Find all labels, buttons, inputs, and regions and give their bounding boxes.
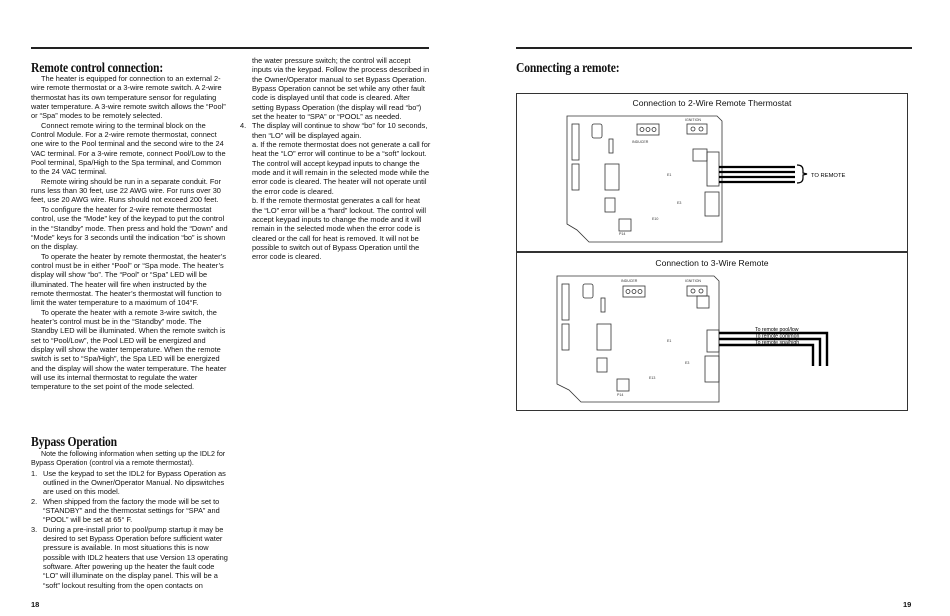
control-board-3wire — [557, 276, 719, 402]
paragraph: Connect remote wiring to the terminal block on the Control Module. For a 2-wire remote thermostat, connect one wire to the Pool terminal and the second wire to the 24 VAC terminal. For a 3-wire remote, connect Pool/Low to the Pool terminal, Spa/High to the Spa terminal, and Common to the 24 VAC terminal. — [31, 120, 226, 177]
page-number-left: 18 — [31, 600, 40, 609]
sub-item-b: b. If the remote thermostat generates a call for heat the “LO” error will be a “hard” lockout. The control will accept keypad inputs to change the mode and it will remain in the selected mode when the error code is cleared or the call for heat is removed. It will not be possible to switch out of Bypass Operation until the error code is cleared. — [252, 196, 427, 262]
list-item — [240, 121, 432, 140]
svg-text:P14: P14 — [617, 393, 624, 397]
wiring-diagram — [517, 94, 907, 410]
paragraph: To operate the heater by remote thermostat, the heater’s control must be in either “Pool” or “Spa mode. The heater’s display will show “bo”. The “Pool” or “Spa” LED will be illuminated. The heater will fire when instructed by the remote thermostat. The heater’s thermostat will function to limit the water temperature to a maximum of 104°F. — [31, 251, 227, 308]
svg-text:INDUCER: INDUCER — [621, 279, 638, 283]
paragraph: The heater is equipped for connection to an external 2-wire remote thermostat or a 3-wire remote switch. A 2-wire thermostat has its own temperature sensor for regulating water temperature. A 3-wire remote switch allows the “Pool” or “Spa” modes to be remotely selected. — [31, 74, 226, 121]
paragraph: To configure the heater for 2-wire remote thermostat control, use the “Mode” key of the keypad to put the control in the “Standby” mode. Then press and hold the “Down” and “Mode” keys for 3 seconds until the indication “bo” is shown on the display. — [31, 204, 228, 252]
list-item — [31, 469, 228, 497]
diagram2-label-common: To remote common — [755, 333, 800, 340]
list-number: 1. — [31, 468, 38, 478]
svg-text:E10: E10 — [652, 217, 659, 221]
list-text: When shipped from the factory the mode will be set to “STANDBY” and the thermostat settings for “SPA” and “POOL” will be set at 65° F. — [43, 496, 220, 525]
list-text: Use the keypad to set the IDL2 for Bypass Operation as outlined in the Owner/Operator Manual. No dipswitches are used on this model. — [43, 468, 226, 497]
svg-text:E3: E3 — [685, 361, 690, 365]
bypass-column — [31, 450, 228, 590]
bypass-note: Note the following information when setting up the IDL2 for Bypass Operation (control via a remote thermostat). — [31, 450, 226, 468]
svg-text:E3: E3 — [677, 201, 682, 205]
middle-column — [240, 56, 432, 262]
heading-bypass-operation: Bypass Operation — [31, 434, 117, 449]
diagram2-label-pool: To remote pool/low — [755, 327, 799, 333]
diagram-title-3wire: Connection to 3-Wire Remote — [655, 258, 769, 268]
remote-brace — [797, 165, 807, 183]
page-number-right: 19 — [903, 600, 912, 609]
top-rule-right — [516, 47, 912, 49]
svg-text:E13: E13 — [649, 376, 656, 380]
diagram1-remote-label: TO REMOTE — [811, 173, 846, 179]
list-text: During a pre-install prior to pool/pump startup it may be desired to set Bypass Operation before sufficient water pressure is available. In most situations this is now possible with IDL2 heaters that use Version 13 operating software. After powering up the heater the fault code “LO” will illuminate on the display panel. This will be a “soft” lockout resulting from the open contacts on — [43, 524, 228, 590]
list-text: The display will continue to show “bo” for 10 seconds, then “LO” will be displayed again. — [252, 121, 428, 140]
paragraph: To operate the heater with a remote 3-wire switch, the heater’s control must be in the “Standby” mode. The Standby LED will be illuminated. When the remote switch is set to “Pool/Low”, the Pool LED will be energized and display will show the water temperature. When the remote switch is set to “Spa/High”, the Spa LED will be energized and the display will show the water temperature. The heater will use its internal thermostat to regulate the water temperature to the set point of the mode selected. — [31, 307, 227, 392]
diagram-title-2wire: Connection to 2-Wire Remote Thermostat — [632, 98, 792, 108]
paragraph: Remote wiring should be run in a separate conduit. For runs less than 30 feet, use 22 AWG wire. For runs over 30 feet, use 20 AWG wire. Runs should not exceed 200 feet. — [31, 176, 221, 205]
heading-remote-control: Remote control connection: — [31, 60, 164, 75]
list-number: 4. — [240, 121, 247, 131]
svg-text:IGNITION: IGNITION — [685, 279, 701, 283]
svg-text:E1: E1 — [667, 339, 672, 343]
sub-item-a: a. If the remote thermostat does not generate a call for heat the “LO” error will continue to be a “soft” lockout. The control will accept keypad inputs to change the mode and it will remain in the selected mode while the error code is cleared. The heater will not operate until the error code is cleared. — [252, 140, 431, 196]
svg-text:E1: E1 — [667, 173, 672, 177]
top-rule-left — [31, 47, 429, 49]
list-number: 2. — [31, 496, 38, 506]
svg-text:INDUCER: INDUCER — [632, 140, 649, 144]
svg-text:P14: P14 — [619, 232, 626, 236]
left-column — [31, 74, 228, 392]
diagram2-label-spa: To remote spa/high — [755, 340, 800, 346]
control-board-2wire — [567, 116, 722, 242]
list-continuation: the water pressure switch; the control will accept inputs via the keypad. Follow the process described in the Owner/Operator manual to set Bypass Operation. Bypass Operation cannot be set while any other fault code is displayed until that code is cleared. After setting Bypass Operation (the display will read “bo”) set the heater to “SPA” or “POOL” as needed. — [252, 56, 430, 122]
list-item — [31, 525, 228, 590]
list-item — [31, 497, 228, 525]
svg-text:IGNITION: IGNITION — [685, 118, 701, 122]
wiring-diagram-panel — [516, 93, 908, 411]
remote-wires-2wire — [719, 167, 795, 182]
board-tiny-labels — [619, 118, 701, 236]
heading-connecting-remote: Connecting a remote: — [516, 60, 620, 75]
list-number: 3. — [31, 524, 38, 534]
